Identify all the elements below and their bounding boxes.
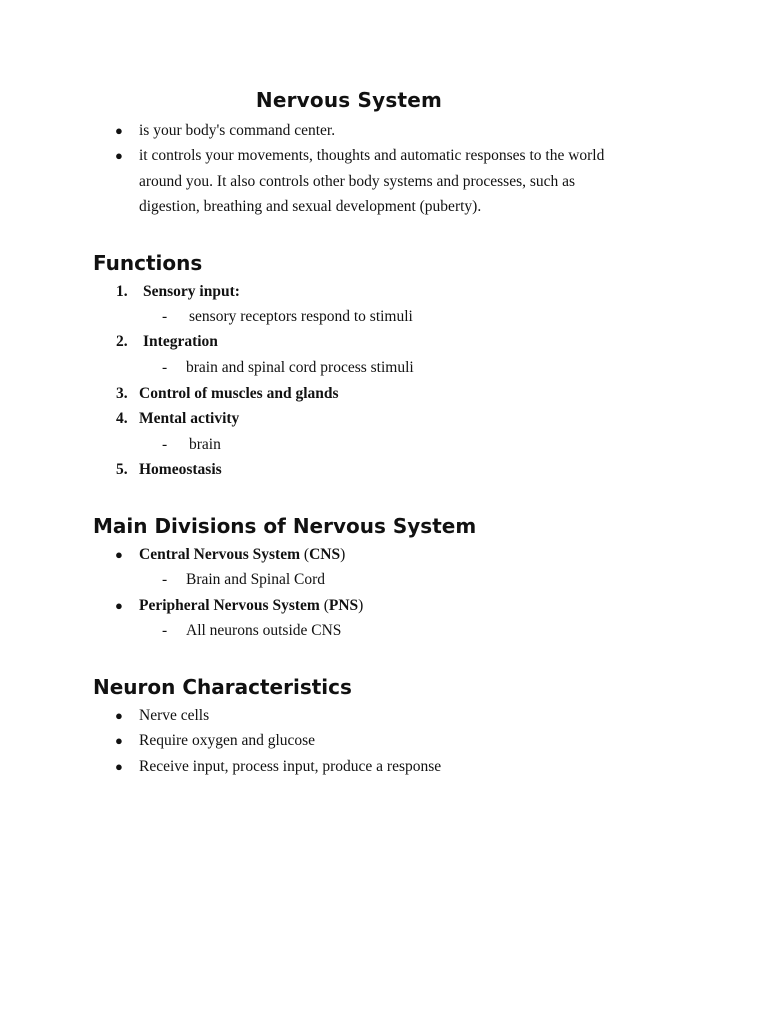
neuron-heading: Neuron Characteristics xyxy=(93,675,352,699)
division-subitem: Brain and Spinal Cord xyxy=(186,571,326,588)
division-name: Peripheral Nervous System xyxy=(139,597,320,614)
bullet-icon: ● xyxy=(115,547,123,562)
function-subitem: brain and spinal cord process stimuli xyxy=(186,359,414,376)
dash-marker: - xyxy=(162,359,168,376)
bullet-icon: ● xyxy=(115,759,123,774)
intro-bullet-2-line-1: it controls your movements, thoughts and automatic responses to the world xyxy=(139,147,605,164)
dash-marker: - xyxy=(162,571,168,588)
functions-heading: Functions xyxy=(93,251,203,275)
function-item-integration: Integration xyxy=(143,333,218,350)
bullet-icon: ● xyxy=(115,123,123,138)
bullet-icon: ● xyxy=(115,148,123,163)
neuron-item: Require oxygen and glucose xyxy=(139,732,316,749)
function-item-mental-activity: Mental activity xyxy=(139,410,240,427)
list-number: 1. xyxy=(116,283,128,300)
division-item-pns xyxy=(139,596,363,616)
division-item-cns xyxy=(139,545,345,565)
function-subitem: brain xyxy=(189,436,221,453)
list-number: 2. xyxy=(116,333,128,350)
function-item-control: Control of muscles and glands xyxy=(139,385,339,402)
page-title: Nervous System xyxy=(255,88,443,112)
division-name: Central Nervous System xyxy=(139,546,301,563)
division-abbr: PNS xyxy=(328,597,359,614)
intro-bullet-2-line-2: around you. It also controls other body systems and processes, such as xyxy=(139,173,576,190)
dash-marker: - xyxy=(162,308,168,325)
bullet-icon: ● xyxy=(115,598,123,613)
function-item-homeostasis: Homeostasis xyxy=(139,461,222,478)
neuron-item: Receive input, process input, produce a response xyxy=(139,758,442,775)
function-subitem: sensory receptors respond to stimuli xyxy=(189,308,413,325)
dash-marker: - xyxy=(162,436,168,453)
intro-bullet-2-line-3: digestion, breathing and sexual development (puberty). xyxy=(139,198,482,215)
dash-marker: - xyxy=(162,622,168,639)
divisions-heading: Main Divisions of Nervous System xyxy=(93,514,477,538)
list-number: 3. xyxy=(116,385,128,402)
division-subitem: All neurons outside CNS xyxy=(186,622,342,639)
list-number: 4. xyxy=(116,410,128,427)
division-abbr: CNS xyxy=(309,546,341,563)
list-number: 5. xyxy=(116,461,128,478)
bullet-icon: ● xyxy=(115,733,123,748)
intro-bullet-1: is your body's command center. xyxy=(139,122,336,139)
paren-open: ( xyxy=(319,597,329,614)
paren-open: ( xyxy=(300,546,310,563)
function-item-sensory-input: Sensory input: xyxy=(143,283,240,300)
bullet-icon: ● xyxy=(115,708,123,723)
paren-close: ) xyxy=(340,546,346,563)
paren-close: ) xyxy=(358,597,364,614)
neuron-item: Nerve cells xyxy=(139,707,210,724)
